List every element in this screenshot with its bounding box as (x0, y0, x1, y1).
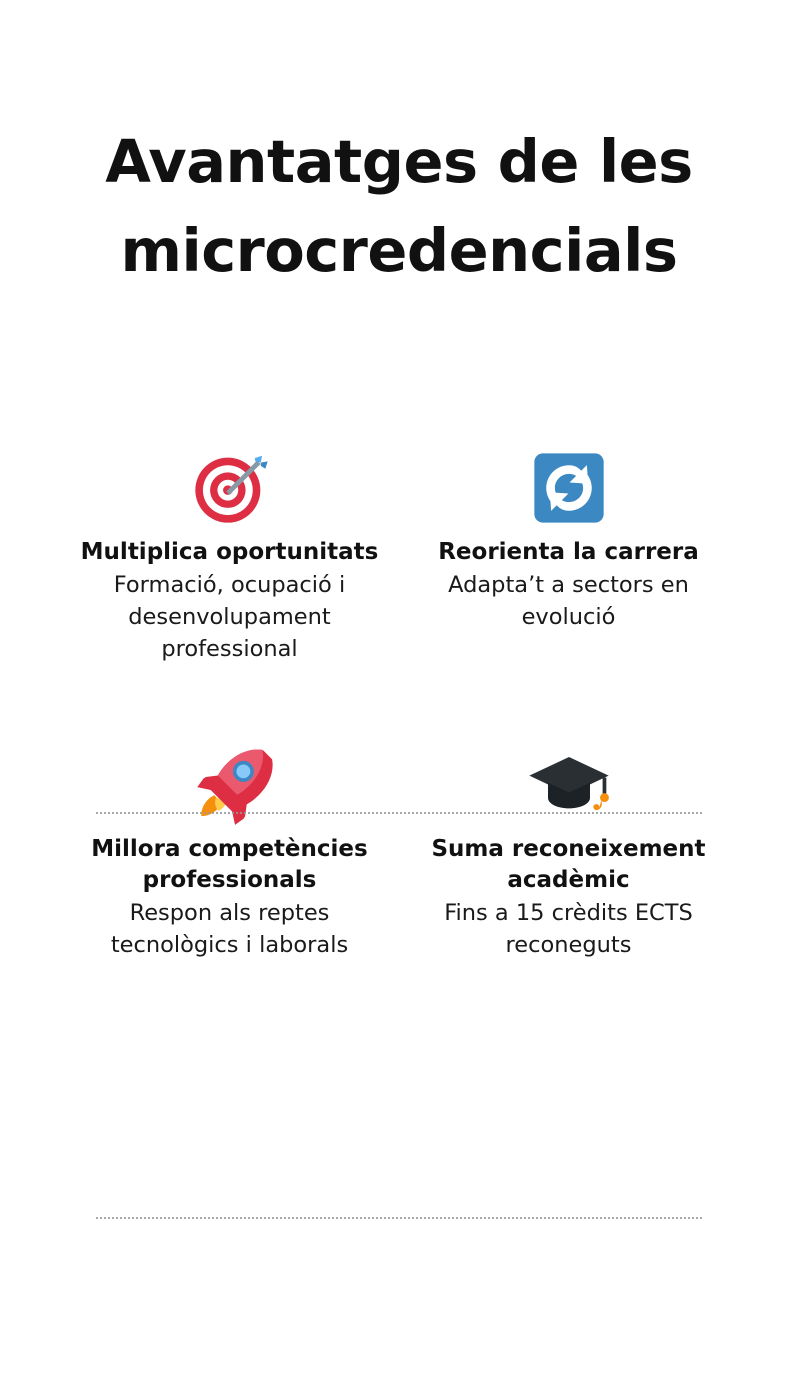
benefit-title: Millora competències professionals (91, 835, 368, 893)
benefit-card-multiplica (60, 445, 399, 686)
benefit-title: Multiplica oportunitats (80, 539, 379, 565)
graduation-cap-icon (527, 742, 611, 828)
rocket-icon (187, 742, 273, 828)
section-divider-top (96, 812, 702, 814)
dart-target-icon (191, 445, 269, 531)
benefits-grid (0, 445, 798, 982)
refresh-arrows-icon (530, 445, 608, 531)
benefit-description: Adapta’t a sectors en evolució (448, 572, 689, 630)
benefit-description: Respon als reptes tecnològics i laborals (110, 899, 349, 958)
benefit-description: Fins a 15 crèdits ECTS reconeguts (444, 899, 693, 958)
benefit-description: Formació, ocupació i desenvolupament professional (113, 572, 346, 662)
benefit-title: Suma reconeixement acadèmic (431, 835, 706, 893)
section-divider-bottom (96, 1217, 702, 1219)
benefit-card-suma (399, 686, 738, 982)
benefit-title: Reorienta la carrera (438, 539, 699, 565)
page-title: Avantatges de les microcredencials (105, 127, 693, 285)
benefit-card-reorienta (399, 445, 738, 686)
benefit-card-millora (60, 686, 399, 982)
